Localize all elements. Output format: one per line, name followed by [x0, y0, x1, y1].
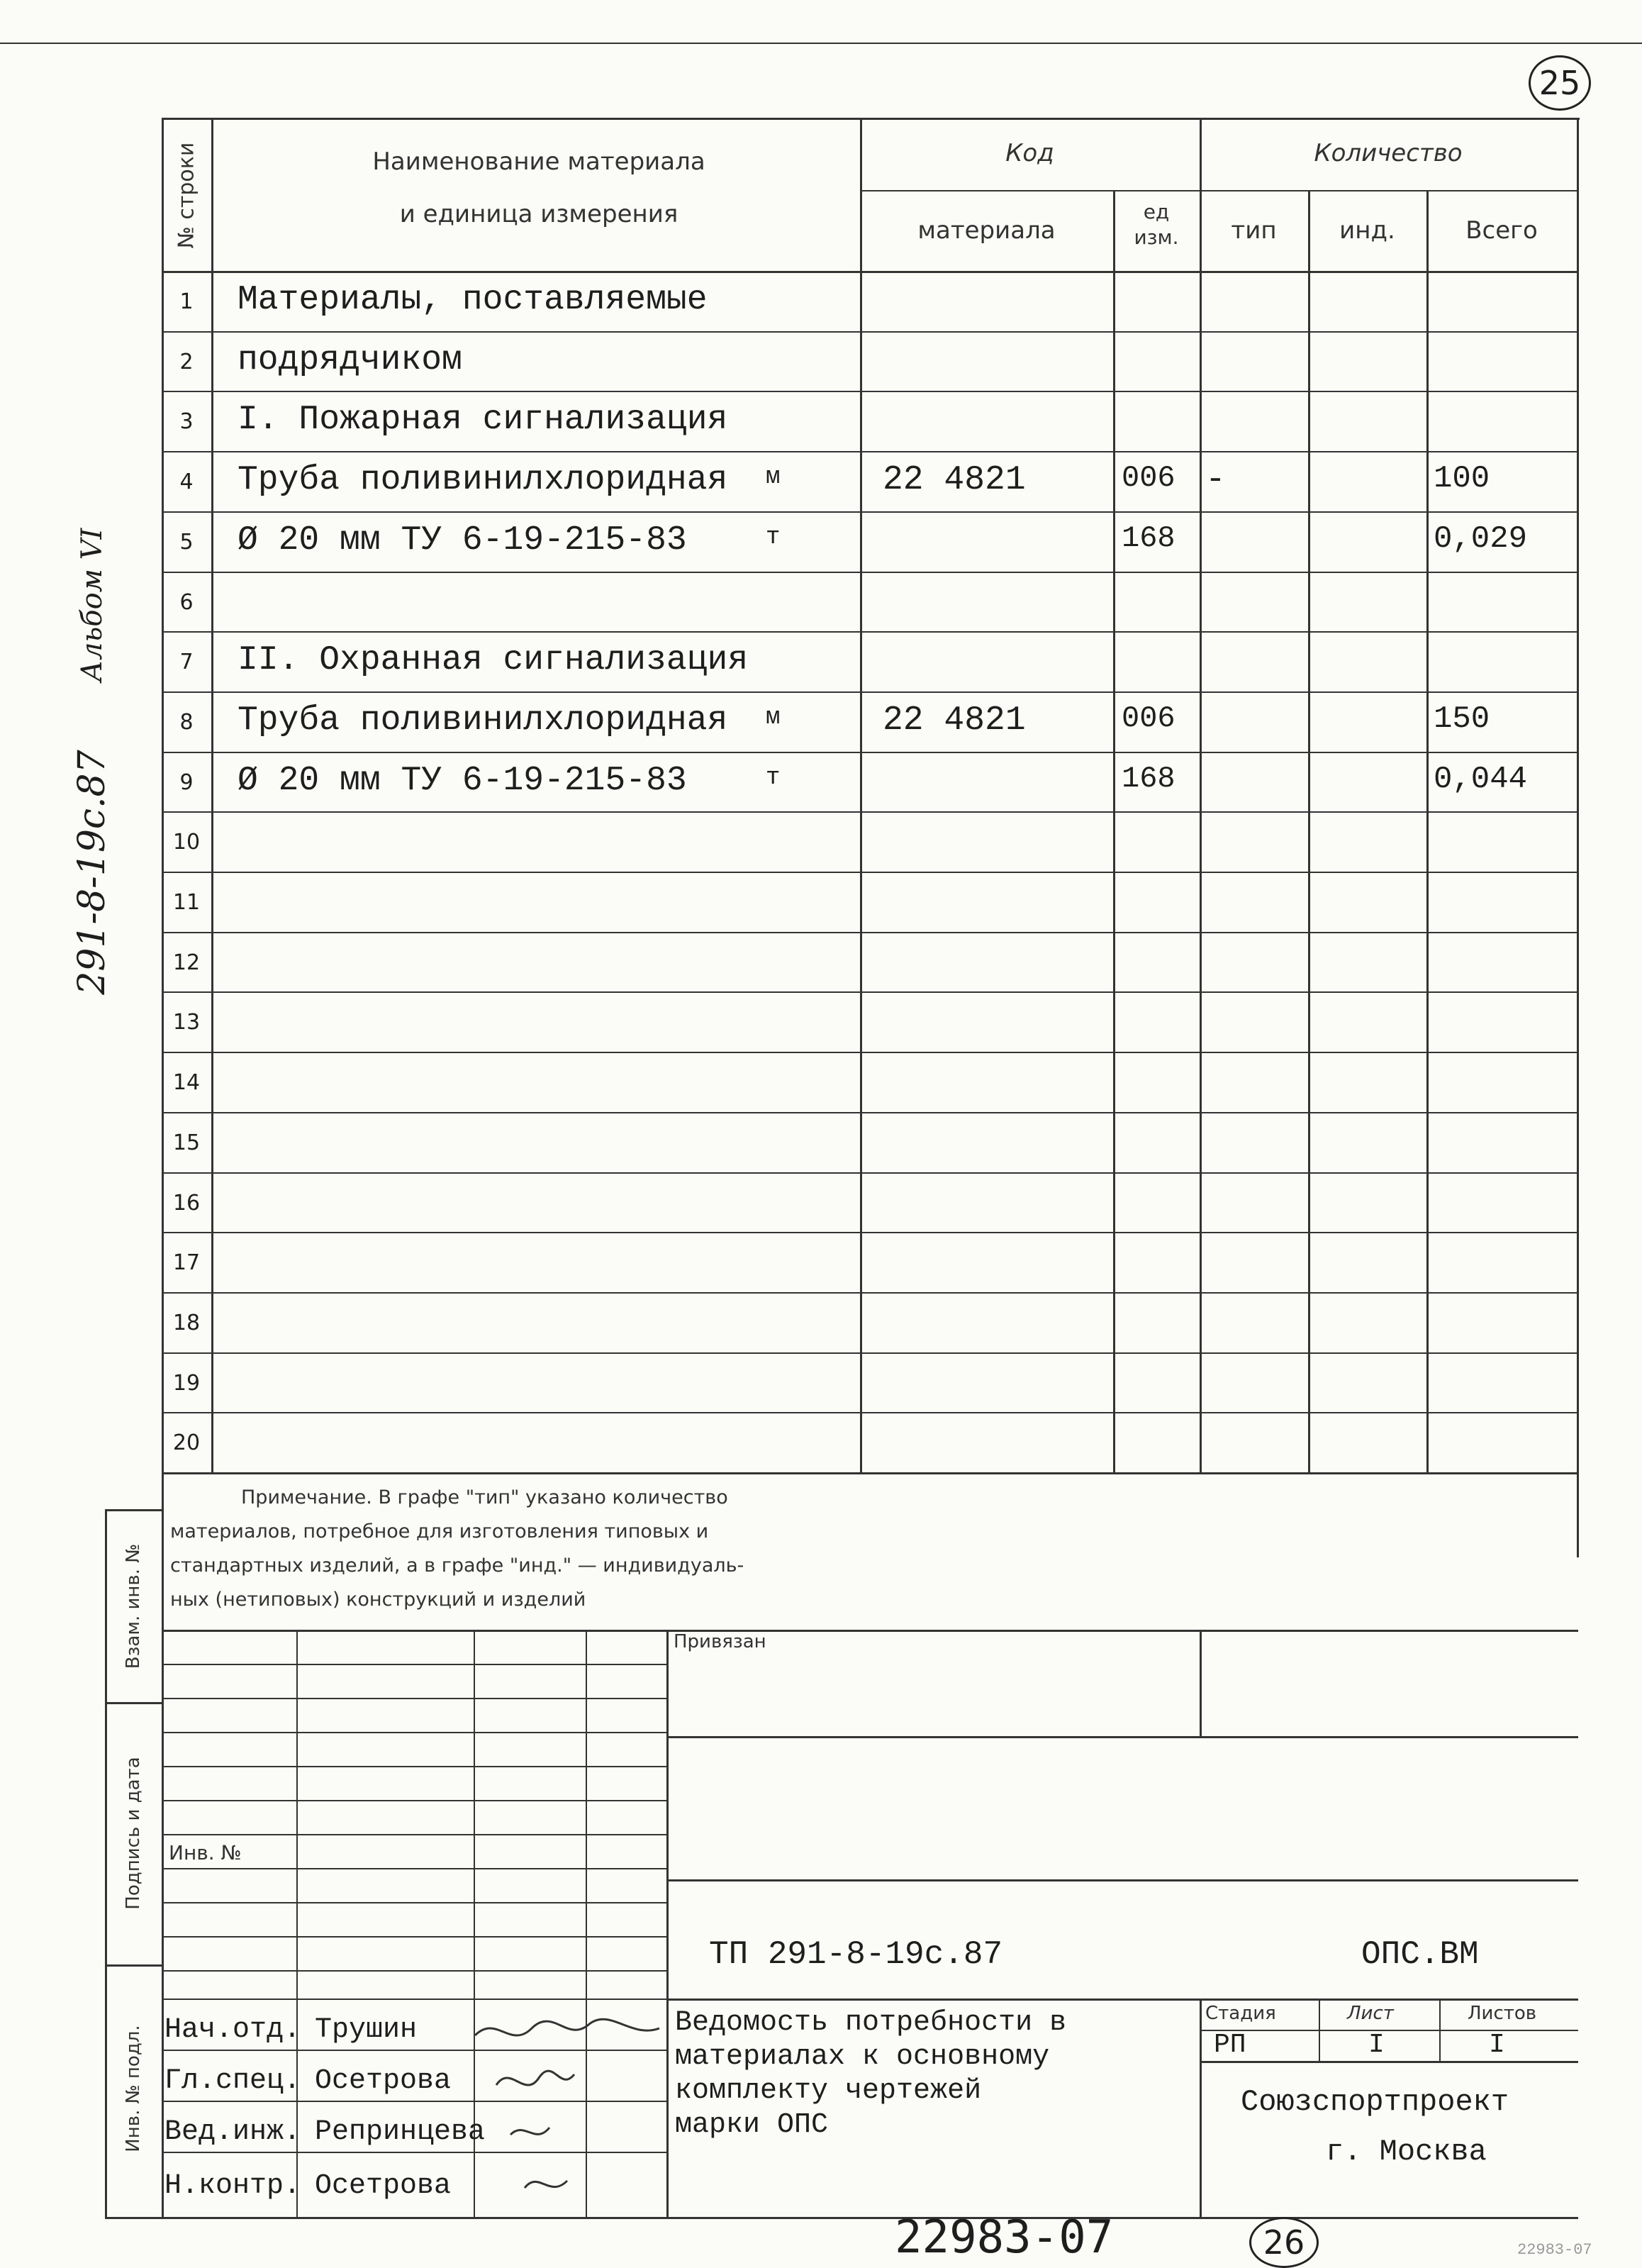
row-unit: т	[766, 765, 781, 791]
row-divider	[162, 752, 1578, 753]
person-role-2: Гл.спец.	[164, 2065, 301, 2097]
sheets-label: Листов	[1468, 2003, 1537, 2024]
sheet-label: Лист	[1347, 2003, 1394, 2024]
row-divider	[162, 1292, 1578, 1294]
side-label-inv-orig: Инв. № подл.	[123, 2025, 144, 2152]
row-unit: м	[766, 464, 781, 491]
org-line-1: Союзспортпроект	[1241, 2085, 1509, 2119]
row-divider	[162, 1172, 1578, 1174]
row-name: подрядчиком	[238, 341, 462, 379]
row-number: 8	[179, 710, 194, 735]
person-role-3: Вед.инж.	[164, 2116, 301, 2148]
row-material-code: 22 4821	[883, 701, 1026, 740]
row-unit-code: 168	[1122, 521, 1175, 555]
person-name-4: Осетрова	[315, 2170, 452, 2202]
title-line-2: материалах к основному	[675, 2041, 1050, 2073]
row-divider	[162, 1052, 1578, 1053]
stage-label: Стадия	[1205, 2003, 1276, 2024]
row-number: 16	[172, 1191, 201, 1216]
row-qty-typ: -	[1205, 461, 1226, 499]
row-divider	[162, 811, 1578, 813]
title-line-4: марки ОПС	[675, 2109, 829, 2141]
stage-value: РП	[1214, 2030, 1246, 2060]
applied-label: Привязан	[674, 1631, 766, 1652]
header-name-line2: и единица измерения	[399, 200, 678, 228]
side-label-sign-date: Подпись и дата	[123, 1757, 144, 1910]
row-unit-code: 006	[1122, 701, 1175, 735]
row-number: 15	[172, 1130, 201, 1155]
row-name: Ø 20 мм ТУ 6-19-215-83	[238, 762, 687, 800]
header-typ: тип	[1231, 216, 1277, 245]
doc-code: ТП 291-8-19с.87	[709, 1936, 1003, 1973]
row-divider	[162, 991, 1578, 993]
header-code: Код	[1005, 139, 1054, 167]
row-number: 10	[172, 830, 201, 855]
page-number-top: 25	[1529, 55, 1591, 111]
row-number: 2	[179, 350, 194, 374]
doc-mark: ОПС.ВМ	[1361, 1936, 1479, 1973]
row-divider	[162, 631, 1578, 633]
row-divider	[162, 1352, 1578, 1354]
header-ind: инд.	[1339, 216, 1395, 245]
side-label-replace-inv: Взам. инв. №	[123, 1543, 144, 1669]
project-code-side: 291-8-19с.87	[71, 750, 113, 995]
row-number: 18	[172, 1311, 201, 1335]
person-role-4: Н.контр.	[164, 2170, 301, 2202]
row-number: 7	[179, 650, 194, 674]
row-divider	[162, 691, 1578, 693]
person-name-3: Репринцева	[315, 2116, 486, 2148]
bottom-code-faint: 22983-07	[1517, 2241, 1592, 2259]
row-divider	[162, 1232, 1578, 1233]
row-number: 20	[172, 1430, 201, 1455]
row-divider	[162, 1112, 1578, 1113]
row-name: Ø 20 мм ТУ 6-19-215-83	[238, 521, 687, 560]
sheet-value: I	[1368, 2030, 1385, 2060]
row-qty-total: 100	[1434, 461, 1490, 496]
row-name: Материалы, поставляемые	[238, 281, 708, 319]
row-divider	[162, 451, 1578, 452]
row-number: 6	[179, 590, 194, 615]
note-line-2: материалов, потребное для изготовления типовых и	[170, 1521, 709, 1542]
row-number: 14	[172, 1070, 201, 1095]
row-number: 13	[172, 1010, 201, 1035]
row-number: 3	[179, 409, 194, 434]
header-row-no: № строки	[174, 142, 199, 249]
row-divider	[162, 1412, 1578, 1413]
row-number: 1	[179, 289, 194, 314]
row-number: 9	[179, 770, 194, 795]
row-qty-total: 0,029	[1434, 521, 1528, 557]
person-name-2: Осетрова	[315, 2065, 452, 2097]
row-number: 12	[172, 950, 201, 975]
title-line-1: Ведомость потребности в	[675, 2007, 1067, 2039]
page-number-bottom: 26	[1249, 2217, 1319, 2268]
header-name-line1: Наименование материала	[372, 148, 705, 176]
org-line-2: г. Москва	[1326, 2135, 1487, 2169]
inv-label: Инв. №	[169, 1841, 242, 1864]
row-qty-total: 150	[1434, 701, 1490, 737]
person-role-1: Нач.отд.	[164, 2014, 301, 2046]
row-divider	[162, 331, 1578, 333]
row-unit: м	[766, 704, 781, 731]
person-name-1: Трушин	[315, 2014, 418, 2046]
row-name: Труба поливинилхлоридная	[238, 461, 728, 499]
row-number: 4	[179, 469, 194, 494]
row-unit-code: 006	[1122, 461, 1175, 495]
note-line-3: стандартных изделий, а в графе "инд." — индивидуаль-	[170, 1555, 744, 1577]
row-name: II. Охранная сигнализация	[238, 641, 749, 679]
row-unit: т	[766, 524, 781, 551]
row-unit-code: 168	[1122, 762, 1175, 796]
header-unit-2: изм.	[1134, 226, 1179, 249]
title-line-3: комплекту чертежей	[675, 2075, 982, 2107]
row-divider	[162, 572, 1578, 573]
row-number: 5	[179, 530, 194, 555]
row-divider	[162, 511, 1578, 513]
signature-scribbles	[468, 2007, 666, 2213]
row-qty-total: 0,044	[1434, 762, 1528, 797]
top-rule	[0, 43, 1642, 44]
row-number: 11	[172, 890, 201, 915]
row-material-code: 22 4821	[883, 461, 1026, 499]
header-material: материала	[917, 216, 1056, 245]
bottom-code: 22983-07	[895, 2211, 1114, 2264]
row-divider	[162, 872, 1578, 873]
header-quantity: Количество	[1314, 139, 1463, 167]
header-total: Всего	[1465, 216, 1538, 245]
row-number: 19	[172, 1371, 201, 1396]
row-number: 17	[172, 1250, 201, 1275]
header-unit-1: ед	[1143, 200, 1170, 223]
row-divider	[162, 932, 1578, 933]
row-divider	[162, 391, 1578, 392]
row-name: I. Пожарная сигнализация	[238, 401, 728, 439]
album-label: Альбом VI	[76, 528, 108, 682]
note-line-1: Примечание. В графе "тип" указано количество	[241, 1486, 728, 1508]
sheets-value: I	[1489, 2030, 1505, 2060]
note-line-4: ных (нетиповых) конструкций и изделий	[170, 1589, 586, 1611]
row-name: Труба поливинилхлоридная	[238, 701, 728, 740]
